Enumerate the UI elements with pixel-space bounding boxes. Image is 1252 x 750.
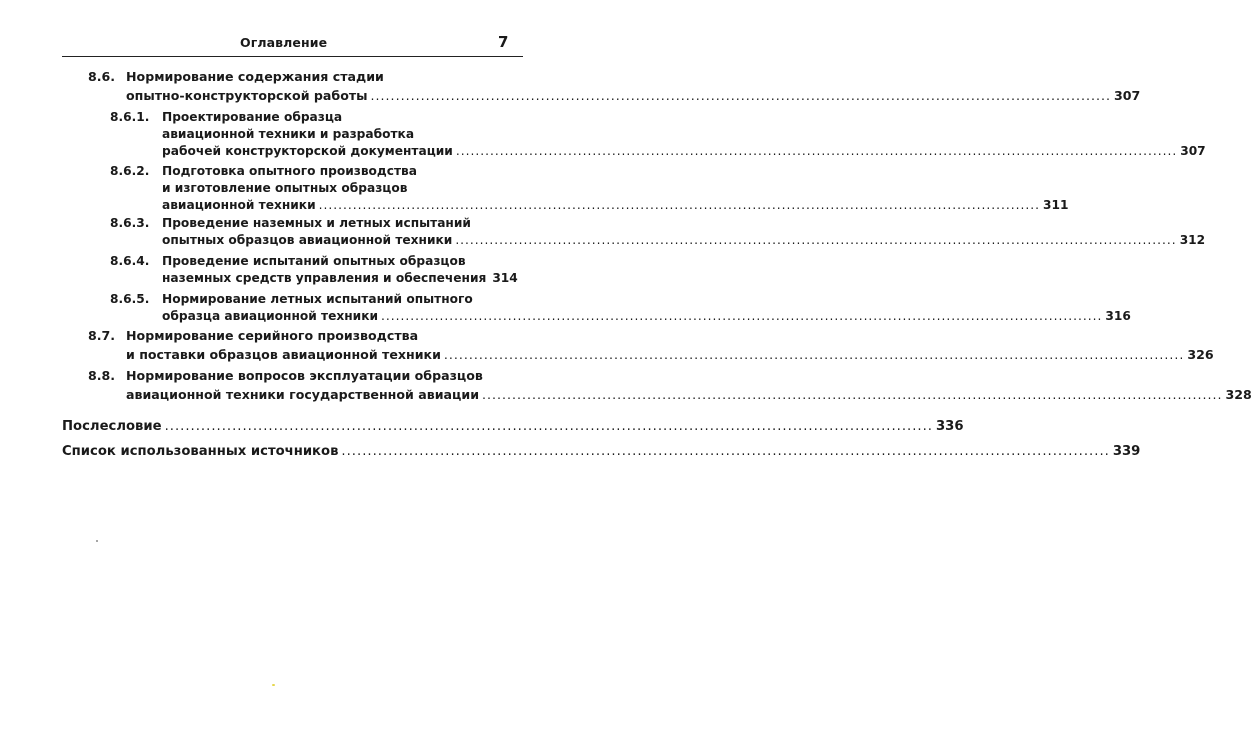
dot-leader: .................................................................................................................................................... — [381, 309, 1103, 323]
toc-entry-leader-line — [162, 232, 1206, 249]
toc-entry-number: 8.6.4. — [110, 254, 150, 268]
toc-entry-title-line: Нормирование летных испытаний опытного — [162, 292, 473, 306]
toc-entry-title-line: опытных образцов авиационной техники — [162, 233, 453, 247]
toc-entry-leader-line — [126, 386, 1252, 403]
toc-entry-number: 8.6.1. — [110, 110, 150, 124]
toc-entry-title-line: авиационной техники государственной авиации — [126, 387, 480, 402]
toc-entry-title-line: наземных средств управления и обеспечения — [162, 271, 487, 285]
toc-entry-number: 8.7. — [88, 328, 116, 343]
toc-entry-leader-line — [162, 308, 1131, 325]
toc-entry-title-line: авиационной техники — [162, 198, 316, 212]
toc-entry-number: 8.6.3. — [110, 216, 150, 230]
dot-leader: .................................................................................................................................................... — [370, 88, 1112, 103]
toc-entry-title-line: образца авиационной техники — [162, 309, 379, 323]
dot-leader: .................................................................................................................................................... — [341, 444, 1110, 459]
toc-entry-leader-line — [126, 87, 1141, 104]
toc-entry-title-line: рабочей конструкторской документации — [162, 144, 453, 158]
toc-entry-8-7[interactable] — [88, 327, 1214, 367]
toc-entry-title-line: авиационной техники и разработка — [162, 127, 415, 141]
toc-entry-title-line: Подготовка опытного производства — [162, 164, 417, 178]
toc-entry-title: Послесловие — [62, 419, 162, 434]
toc-entry-page: 307 — [1180, 144, 1206, 158]
toc-entry-page: 307 — [1114, 88, 1141, 103]
dot-leader: .................................................................................................................................................... — [318, 198, 1040, 212]
page-number: 7 — [498, 33, 509, 51]
toc-entry-leader-line — [162, 270, 516, 287]
toc-entry-8-6-1[interactable] — [110, 109, 1206, 161]
toc-entry-title-line: Нормирование вопросов эксплуатации образцов — [126, 368, 483, 383]
toc-entry-title-line: и изготовление опытных образцов — [162, 181, 408, 195]
toc-entry-number: 8.6.5. — [110, 292, 150, 306]
dot-leader: .................................................................................................................................................... — [455, 233, 1177, 247]
toc-entry-leader-line — [62, 418, 964, 435]
scan-speck — [96, 540, 98, 542]
toc-entry-leader-line — [162, 143, 1206, 160]
toc-entry-8-8[interactable] — [88, 367, 1252, 407]
toc-entry-title-line: Проведение наземных и летных испытаний — [162, 216, 471, 230]
toc-entry-page: 336 — [936, 419, 964, 434]
toc-entry-leader-line — [126, 346, 1214, 363]
running-title: Оглавление — [240, 35, 328, 50]
toc-entry-number: 8.6.2. — [110, 164, 150, 178]
toc-entry-page: 316 — [1105, 309, 1131, 323]
toc-entry-8-6-5[interactable] — [110, 291, 1131, 327]
toc-entry-title-line: Проектирование образца — [162, 110, 343, 124]
toc-entry-title-line: и поставки образцов авиационной техники — [126, 347, 441, 362]
dot-leader: .................................................................................................................................................... — [164, 419, 933, 434]
toc-entry-title-line: опытно-конструкторской работы — [126, 88, 368, 103]
toc-entry-number: 8.6. — [88, 69, 116, 84]
toc-entry-page: 312 — [1179, 233, 1206, 247]
toc-entry-title-line: Нормирование серийного производства — [126, 328, 419, 343]
dot-leader: .................................................................................................................................................... — [455, 144, 1178, 158]
toc-entry-afterword[interactable] — [62, 418, 964, 438]
toc-entry-8-6-3[interactable] — [110, 215, 1206, 251]
toc-entry-references[interactable] — [62, 443, 1141, 463]
scan-speck — [272, 684, 275, 686]
toc-entry-title-line: Нормирование содержания стадии — [126, 69, 384, 84]
toc-entry-page: 339 — [1112, 444, 1141, 459]
toc-entry-leader-line — [162, 197, 1069, 214]
toc-entry-page: 311 — [1042, 198, 1069, 212]
header-rule — [62, 56, 523, 57]
toc-entry-page: 326 — [1187, 347, 1214, 362]
toc-entry-page: 314 — [492, 271, 518, 285]
toc-entry-page: 328 — [1225, 387, 1252, 402]
toc-entry-8-6-4[interactable] — [110, 253, 516, 289]
dot-leader: .................................................................................................................................................... — [482, 387, 1223, 402]
toc-entry-title: Список использованных источников — [62, 444, 339, 459]
toc-entry-leader-line — [62, 443, 1141, 460]
toc-entry-8-6-2[interactable] — [110, 163, 1069, 215]
toc-entry-title-line: Проведение испытаний опытных образцов — [162, 254, 466, 268]
dot-leader: .................................................................................................................................................... — [443, 347, 1185, 362]
toc-entry-8-6[interactable] — [88, 68, 1141, 108]
toc-entry-number: 8.8. — [88, 368, 116, 383]
